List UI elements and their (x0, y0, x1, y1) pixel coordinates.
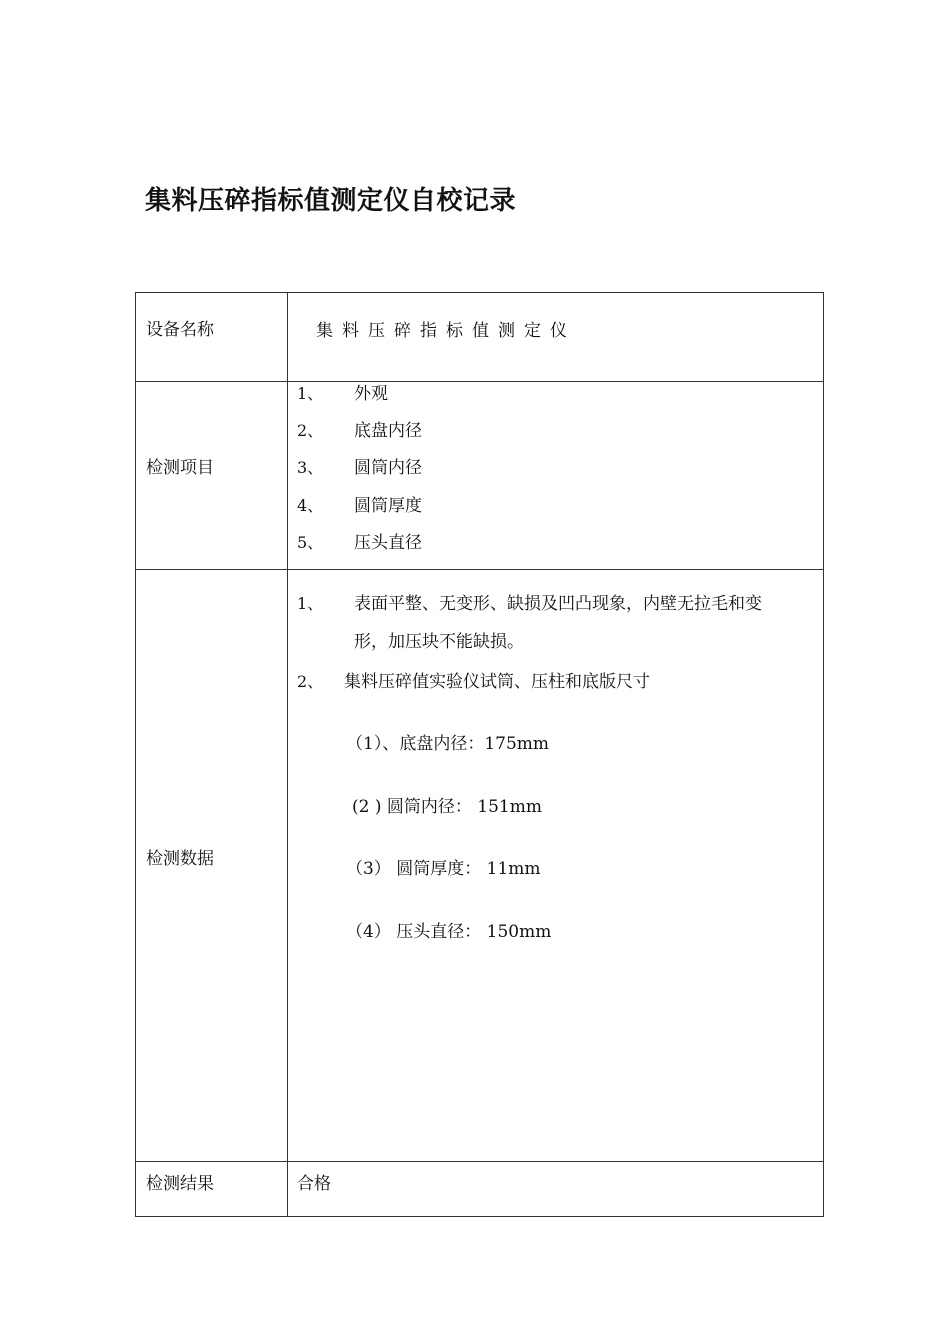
appearance-requirement-line2: 形，加压块不能缺损。 (354, 632, 524, 652)
list-item-number: 2、 (297, 421, 324, 440)
inspection-items-label: 检测项目 (146, 458, 214, 478)
list-item: 压头直径 (354, 533, 422, 553)
measurement-line: （4） 压头直径： 150mm (346, 922, 552, 942)
list-item: 外观 (354, 384, 388, 404)
page-title: 集料压碎指标值测定仪自校记录 (145, 186, 517, 216)
measurement-line: （1）、底盘内径：175mm (346, 734, 550, 754)
row-divider (136, 1161, 823, 1162)
result-label: 检测结果 (146, 1174, 214, 1194)
list-item: 圆筒厚度 (354, 496, 422, 516)
row-divider (136, 381, 823, 382)
device-name-value: 集料压碎指标值测定仪 (316, 321, 576, 341)
list-item-number: 5、 (297, 533, 324, 552)
dimension-heading: 集料压碎值实验仪试筒、压柱和底版尺寸 (344, 672, 650, 692)
appearance-requirement-line1: 表面平整、无变形、缺损及凹凸现象，内壁无拉毛和变 (354, 594, 762, 614)
paragraph-number: 1、 (297, 594, 324, 613)
column-divider (287, 293, 288, 1216)
list-item: 底盘内径 (354, 421, 422, 441)
measurement-line: （3） 圆筒厚度： 11mm (346, 859, 541, 879)
list-item: 圆筒内径 (354, 458, 422, 478)
measurement-line: (2 ) 圆筒内径： 151mm (352, 797, 542, 817)
result-value: 合格 (297, 1174, 331, 1194)
record-table (135, 292, 824, 1217)
list-item-number: 1、 (297, 384, 324, 403)
paragraph-number: 2、 (297, 672, 324, 691)
inspection-data-label: 检测数据 (146, 849, 214, 869)
list-item-number: 3、 (297, 458, 324, 477)
row-divider (136, 569, 823, 570)
list-item-number: 4、 (297, 496, 324, 515)
device-name-label: 设备名称 (146, 320, 214, 340)
